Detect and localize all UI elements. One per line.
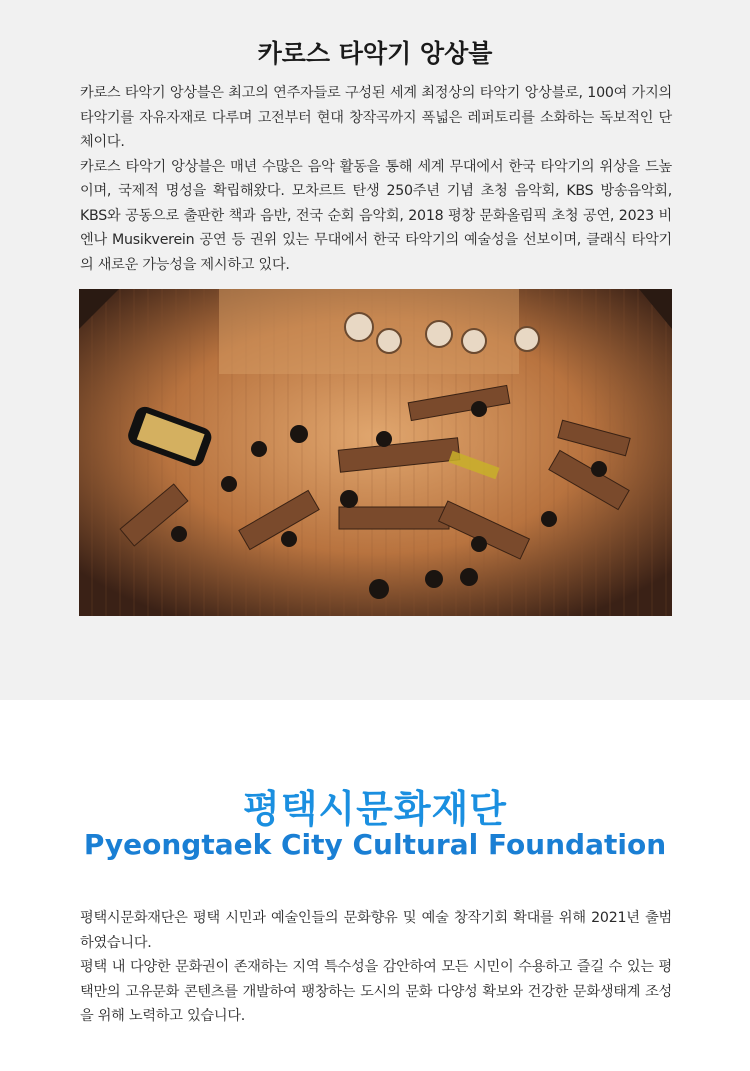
foundation-title-korean: 평택시문화재단 [243, 787, 507, 831]
ensemble-stage-photo [79, 289, 672, 616]
foundation-paragraph: 평택시문화재단은 평택 시민과 예술인들의 문화향유 및 예술 창작기회 확대를 위해 2021년 출범하였습니다. [80, 910, 672, 951]
foundation-title-english: Pyeongtaek City Cultural Foundation [83, 828, 667, 861]
ensemble-paragraph: 카로스 타악기 앙상블은 매년 수많은 음악 활동을 통해 세계 무대에서 한국 타악기의 위상을 드높이며, 국제적 명성을 확립해왔다. 모차르트 탄생 250주년 기념 초청 음악회, KBS 방송음악회, KBS와 공동으로 출판한 책과 음반, 전국 순회 음악회, 2018 평창 문화올림픽 초청 공연, 2023 비엔나 Musikverein 공연 등 권위 있는 무대에서 한국 타악기의 예술성을 선보이며, 클래식 타악기의 새로운 가능성을 제시하고 있다. [80, 158, 672, 273]
foundation-description [80, 906, 672, 1029]
ensemble-title: 카로스 타악기 앙상블 [257, 39, 493, 68]
ensemble-paragraph: 카로스 타악기 앙상블은 최고의 연주자들로 구성된 세계 최정상의 타악기 앙상블로, 100여 가지의 타악기를 자유자재로 다루며 고전부터 현대 창작곡까지 폭넓은 레퍼토리를 소화하는 독보적인 단체이다. [80, 85, 672, 150]
foundation-paragraph: 평택 내 다양한 문화권이 존재하는 지역 특수성을 감안하여 모든 시민이 수용하고 즐길 수 있는 평택만의 고유문화 콘텐츠를 개발하여 팽창하는 도시의 문화 다양성 확보와 건강한 문화생태계 조성을 위해 노력하고 있습니다. [80, 959, 672, 1024]
ensemble-description [80, 81, 672, 277]
wave-divider [0, 610, 750, 720]
